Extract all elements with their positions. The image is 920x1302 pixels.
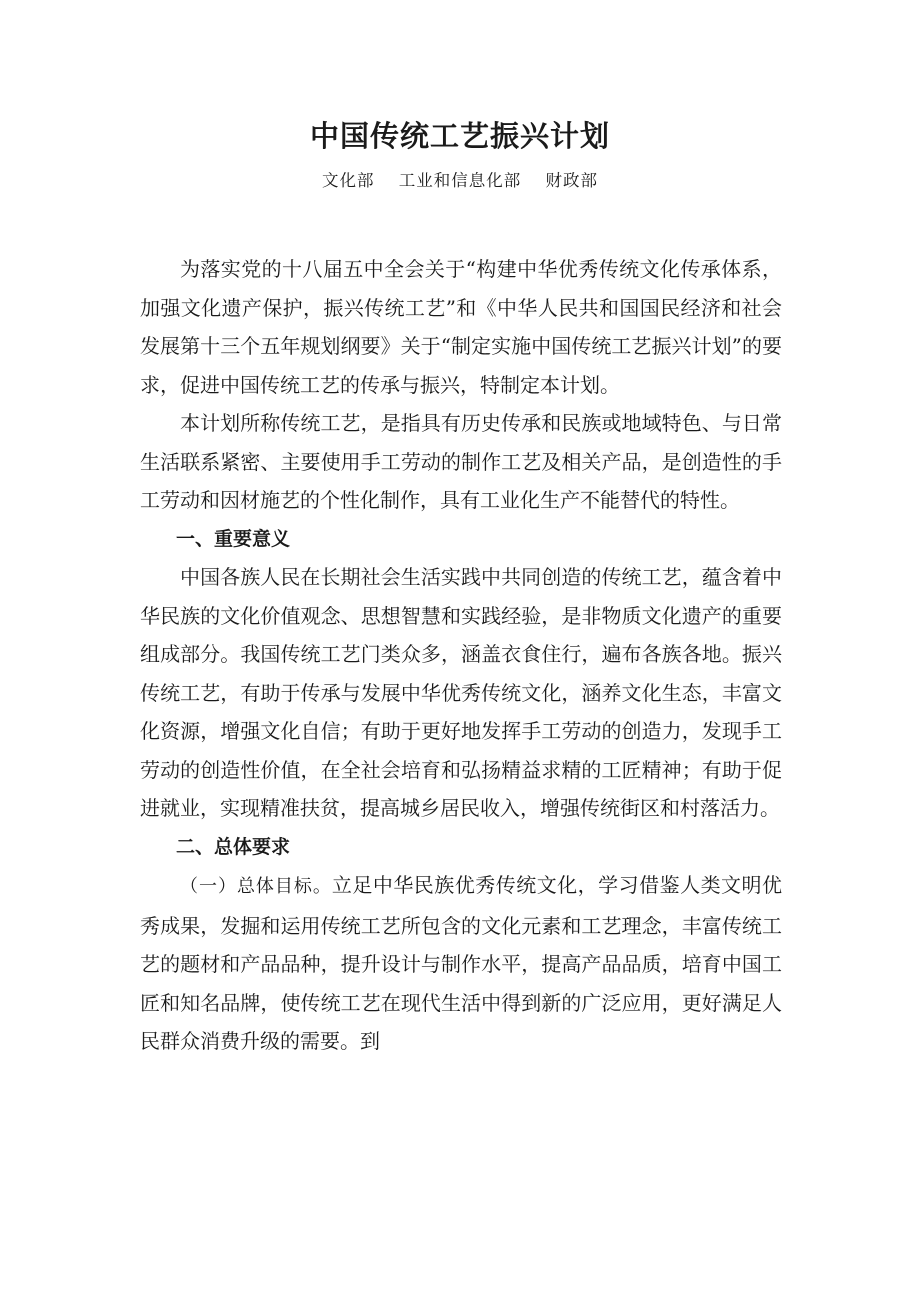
document-body	[140, 250, 782, 1061]
issuer-ministry-of-culture: 文化部	[322, 171, 375, 190]
overall-goal-text: 立足中华民族优秀传统文化，学习借鉴人类文明优秀成果，发掘和运用传统工艺所包含的文化元素和工艺理念，丰富传统工艺的题材和产品品种，提升设计与制作水平，提高产品品质，培育中国工匠和知名品牌，使传统工艺在现代生活中得到新的广泛应用，更好满足人民群众消费升级的需要。到	[140, 873, 783, 1053]
issuer-miit: 工业和信息化部	[398, 171, 522, 190]
overall-goal-label: （一）总体目标。	[180, 876, 332, 897]
significance-paragraph: 中国各族人民在长期社会生活实践中共同创造的传统工艺，蕴含着中华民族的文化价值观念、思想智慧和实践经验，是非物质文化遗产的重要组成部分。我国传统工艺门类众多，涵盖衣食住行，遍布各族各地。振兴传统工艺，有助于传承与发展中华优秀传统文化，涵养文化生态，丰富文化资源，增强文化自信；有助于更好地发挥手工劳动的创造力，发现手工劳动的创造性价值，在全社会培育和弘扬精益求精的工匠精神；有助于促进就业，实现精准扶贫，提高城乡居民收入，增强传统街区和村落活力。	[140, 565, 782, 820]
intro-paragraph: 为落实党的十八届五中全会关于“构建中华优秀传统文化传承体系，加强文化遗产保护，振兴传统工艺”和《中华人民共和国国民经济和社会发展第十三个五年规划纲要》关于“制定实施中国传统工艺振兴计划”的要求，促进中国传统工艺的传承与振兴，特制定本计划。	[140, 257, 782, 397]
section-heading-requirements: 二、总体要求	[176, 835, 291, 858]
section-heading-significance: 一、重要意义	[176, 527, 291, 550]
overall-goal-paragraph	[140, 866, 782, 1061]
document-title: 中国传统工艺振兴计划	[309, 119, 610, 153]
issuer-ministry-of-finance: 财政部	[545, 171, 598, 190]
definition-paragraph: 本计划所称传统工艺，是指具有历史传承和民族或地域特色、与日常生活联系紧密、主要使用手工劳动的制作工艺及相关产品，是创造性的手工劳动和因材施艺的个性化制作，具有工业化生产不能替代的特性。	[140, 411, 782, 512]
issuing-departments	[0, 168, 920, 194]
